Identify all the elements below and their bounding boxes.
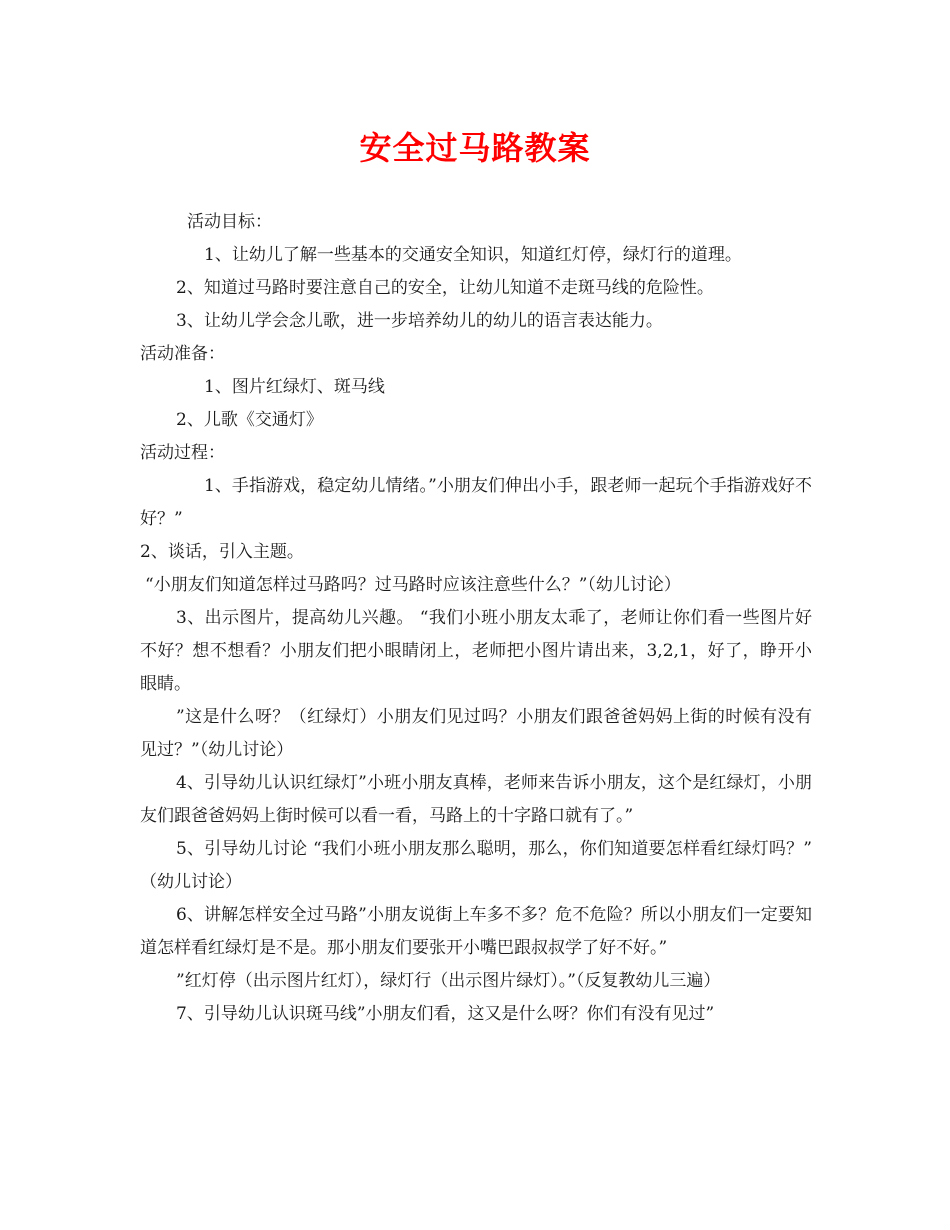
paragraph: ”这是什么呀？（红绿灯）小朋友们见过吗？小朋友们跟爸爸妈妈上街的时候有没有见过？”（幼儿讨论） bbox=[140, 707, 812, 760]
paragraph: 5、引导幼儿讨论 “我们小班小朋友那么聪明，那么，你们知道要怎样看红绿灯吗？” （幼儿讨论） bbox=[140, 839, 812, 892]
document-body bbox=[140, 206, 812, 1031]
section-heading-process: 活动过程： bbox=[140, 443, 225, 463]
paragraph: “小朋友们知道怎样过马路吗？过马路时应该注意些什么？”（幼儿讨论） bbox=[145, 575, 681, 595]
section-heading-preparation: 活动准备： bbox=[140, 344, 225, 364]
paragraph: 3、出示图片，提高幼儿兴趣。 “我们小班小朋友太乖了，老师让你们看一些图片好不好？想不想看？小朋友们把小眼睛闭上，老师把小图片请出来，3,2,1，好了，睁开小眼睛。 bbox=[140, 608, 812, 694]
paragraph: 1、手指游戏，稳定幼儿情绪。”小朋友们伸出小手，跟老师一起玩个手指游戏好不好？” bbox=[140, 476, 812, 529]
paragraph: 2、知道过马路时要注意自己的安全，让幼儿知道不走斑马线的危险性。 bbox=[176, 278, 714, 298]
paragraph: 2、谈话，引入主题。 bbox=[140, 542, 304, 562]
paragraph: 7、引导幼儿认识斑马线”小朋友们看，这又是什么呀？你们有没有见过” bbox=[176, 1004, 715, 1024]
section-heading-goals: 活动目标： bbox=[187, 212, 272, 232]
paragraph: 1、让幼儿了解一些基本的交通安全知识，知道红灯停，绿灯行的道理。 bbox=[204, 245, 742, 265]
document-title: 安全过马路教案 bbox=[359, 129, 591, 167]
paragraph: 3、让幼儿学会念儿歌，进一步培养幼儿的幼儿的语言表达能力。 bbox=[176, 311, 663, 331]
paragraph: 2、儿歌《交通灯》 bbox=[176, 410, 323, 430]
paragraph: ”红灯停（出示图片红灯），绿灯行（出示图片绿灯）。”（反复教幼儿三遍） bbox=[176, 971, 721, 991]
paragraph: 1、图片红绿灯、斑马线 bbox=[204, 377, 385, 397]
paragraph: 4、引导幼儿认识红绿灯”小班小朋友真棒，老师来告诉小朋友，这个是红绿灯，小朋友们跟爸爸妈妈上街时候可以看一看，马路上的十字路口就有了。” bbox=[140, 773, 812, 826]
paragraph: 6、讲解怎样安全过马路”小朋友说街上车多不多？危不危险？所以小朋友们一定要知道怎样看红绿灯是不是。那小朋友们要张开小嘴巴跟叔叔学了好不好。” bbox=[140, 905, 812, 958]
